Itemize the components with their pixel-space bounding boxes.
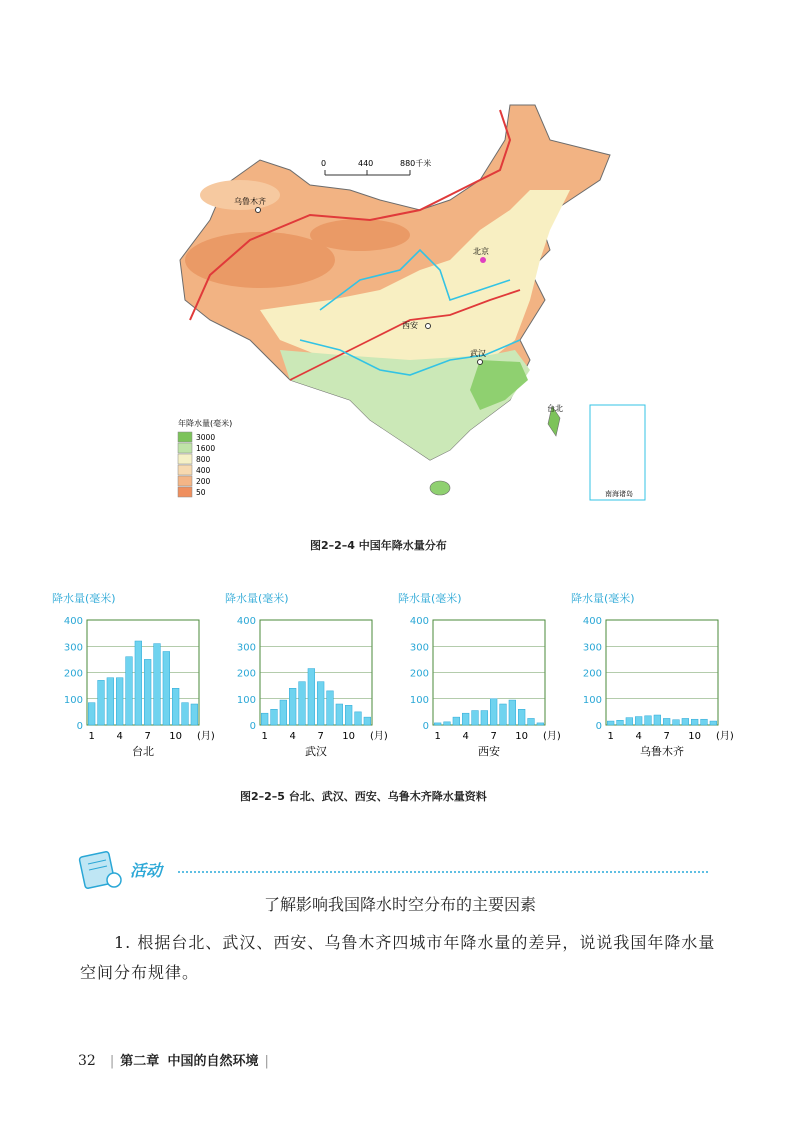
section-label: 中国的自然环境 [167, 1054, 259, 1069]
x-tick-label: 4 [635, 731, 642, 742]
legend-swatch [178, 487, 192, 497]
legend-title: 年降水量(毫米) [178, 419, 233, 428]
x-tick-label: 1 [261, 731, 268, 742]
bar [682, 718, 689, 725]
bar [528, 718, 535, 725]
chart-title: 乌鲁木齐 [640, 745, 684, 758]
bar [336, 704, 343, 725]
x-tick-label: 10 [515, 731, 529, 742]
south-china-sea-inset [590, 405, 645, 500]
bar [654, 715, 661, 725]
city-beijing: 北京 [473, 247, 489, 256]
chart-title: 武汉 [305, 745, 327, 758]
x-unit-label: (月) [197, 731, 215, 742]
inset-label: 南海诸岛 [605, 490, 633, 498]
bar [645, 716, 652, 725]
x-tick-label: 1 [88, 731, 95, 742]
bar [327, 691, 334, 725]
bar [191, 704, 198, 725]
page-number: 32 [78, 1053, 96, 1069]
bar [261, 713, 268, 725]
legend-value: 800 [196, 455, 211, 464]
figure-caption-map: 图2–2–4 中国年降水量分布 [310, 539, 447, 552]
y-tick-label: 100 [236, 694, 256, 706]
bar [500, 704, 507, 725]
bar [537, 723, 544, 725]
bar [107, 678, 114, 725]
activity-heading: 了解影响我国降水时空分布的主要因素 [263, 895, 536, 914]
x-tick-label: 4 [289, 731, 296, 742]
x-tick-label: 7 [663, 731, 670, 742]
bar [691, 719, 698, 725]
activity-divider [178, 871, 708, 873]
bar [518, 709, 525, 725]
city-xian: 西安 [402, 321, 418, 330]
bar [453, 717, 460, 725]
x-tick-label: 4 [116, 731, 123, 742]
bar [663, 718, 670, 725]
x-tick-label: 7 [490, 731, 497, 742]
city-taipei: 台北 [547, 404, 563, 413]
legend-value: 400 [196, 466, 211, 475]
y-tick-label: 400 [236, 616, 256, 627]
y-tick-label: 400 [582, 616, 602, 627]
activity-label: 活动 [130, 861, 163, 880]
bar [144, 659, 151, 725]
x-tick-label: 7 [317, 731, 324, 742]
activity-question: 1. 根据台北、武汉、西安、乌鲁木齐四城市年降水量的差异，说说我国年降水量空间分布规律。 [80, 933, 716, 982]
y-tick-label: 0 [422, 721, 429, 732]
bar [462, 713, 469, 725]
y-tick-label: 300 [236, 642, 256, 654]
scale-tick-0: 0 [321, 159, 327, 168]
bar [635, 717, 642, 725]
bar [626, 718, 633, 725]
china-precipitation-map [150, 100, 660, 510]
x-tick-label: 4 [462, 731, 469, 742]
bar [182, 703, 189, 725]
legend-value: 50 [196, 488, 206, 497]
x-unit-label: (月) [370, 731, 388, 742]
x-tick-label: 1 [607, 731, 614, 742]
x-unit-label: (月) [716, 731, 734, 742]
legend-value: 3000 [196, 433, 216, 442]
chapter-label: 第二章 [120, 1054, 160, 1069]
bar [308, 669, 315, 725]
legend-value: 1600 [196, 444, 216, 453]
legend-swatch [178, 432, 192, 442]
bar [345, 705, 352, 725]
y-tick-label: 200 [409, 668, 429, 680]
x-tick-label: 7 [144, 731, 151, 742]
chart-taipei [52, 590, 217, 765]
chart-wuhan [225, 590, 390, 765]
bar [481, 711, 488, 725]
bar [88, 703, 95, 725]
bar [710, 721, 717, 725]
bar [434, 723, 441, 725]
x-tick-label: 10 [169, 731, 183, 742]
y-tick-label: 200 [582, 668, 602, 680]
chart-ylabel: 降水量(毫米) [52, 592, 116, 605]
page-footer: 32 | 第二章 中国的自然环境 | [78, 1053, 269, 1069]
chart-title: 台北 [132, 745, 154, 758]
bar [472, 711, 479, 725]
y-tick-label: 400 [409, 616, 429, 627]
y-tick-label: 300 [582, 642, 602, 654]
bar [289, 688, 296, 725]
x-unit-label: (月) [543, 731, 561, 742]
bar [172, 688, 179, 725]
y-tick-label: 0 [595, 721, 602, 732]
bar [673, 720, 680, 725]
chart-ylabel: 降水量(毫米) [225, 592, 289, 605]
bar [126, 657, 133, 725]
legend-swatch [178, 465, 192, 475]
legend-value: 200 [196, 477, 211, 486]
legend-swatch [178, 454, 192, 464]
bar [280, 700, 287, 725]
bar [701, 719, 708, 725]
scale-tick-2: 880千米 [400, 159, 432, 168]
bar [607, 721, 614, 725]
map-gobi [310, 219, 410, 251]
legend-swatch [178, 443, 192, 453]
y-tick-label: 200 [236, 668, 256, 680]
map-hainan [430, 481, 450, 495]
y-tick-label: 0 [249, 721, 256, 732]
y-tick-label: 100 [409, 694, 429, 706]
x-tick-label: 10 [342, 731, 356, 742]
chart-title: 西安 [478, 745, 500, 758]
bar [116, 678, 123, 725]
bar [509, 700, 516, 725]
figure-caption-charts: 图2–2–5 台北、武汉、西安、乌鲁木齐降水量资料 [240, 790, 487, 803]
y-tick-label: 400 [63, 616, 83, 627]
x-tick-label: 10 [688, 731, 702, 742]
y-tick-label: 300 [409, 642, 429, 654]
chart-ylabel: 降水量(毫米) [571, 592, 635, 605]
scale-tick-1: 440 [358, 159, 374, 168]
bar [317, 682, 324, 725]
y-tick-label: 100 [582, 694, 602, 706]
bar [299, 682, 306, 725]
bar [355, 712, 362, 725]
bar [163, 652, 170, 726]
chart-xian [398, 590, 563, 765]
chart-urumqi [571, 590, 736, 765]
y-tick-label: 200 [63, 668, 83, 680]
bar [271, 709, 278, 725]
x-tick-label: 1 [434, 731, 441, 742]
chart-ylabel: 降水量(毫米) [398, 592, 462, 605]
y-tick-label: 300 [63, 642, 83, 654]
bar [617, 720, 624, 725]
bar [490, 699, 497, 725]
city-urumqi: 乌鲁木齐 [234, 197, 266, 206]
bar [135, 641, 142, 725]
bar [154, 644, 161, 725]
y-tick-label: 0 [76, 721, 83, 732]
legend-swatch [178, 476, 192, 486]
city-wuhan: 武汉 [470, 349, 486, 358]
bar [98, 680, 105, 725]
bar [364, 717, 371, 725]
bar [444, 722, 451, 725]
activity-icon [78, 850, 128, 892]
legend [178, 432, 215, 497]
y-tick-label: 100 [63, 694, 83, 706]
